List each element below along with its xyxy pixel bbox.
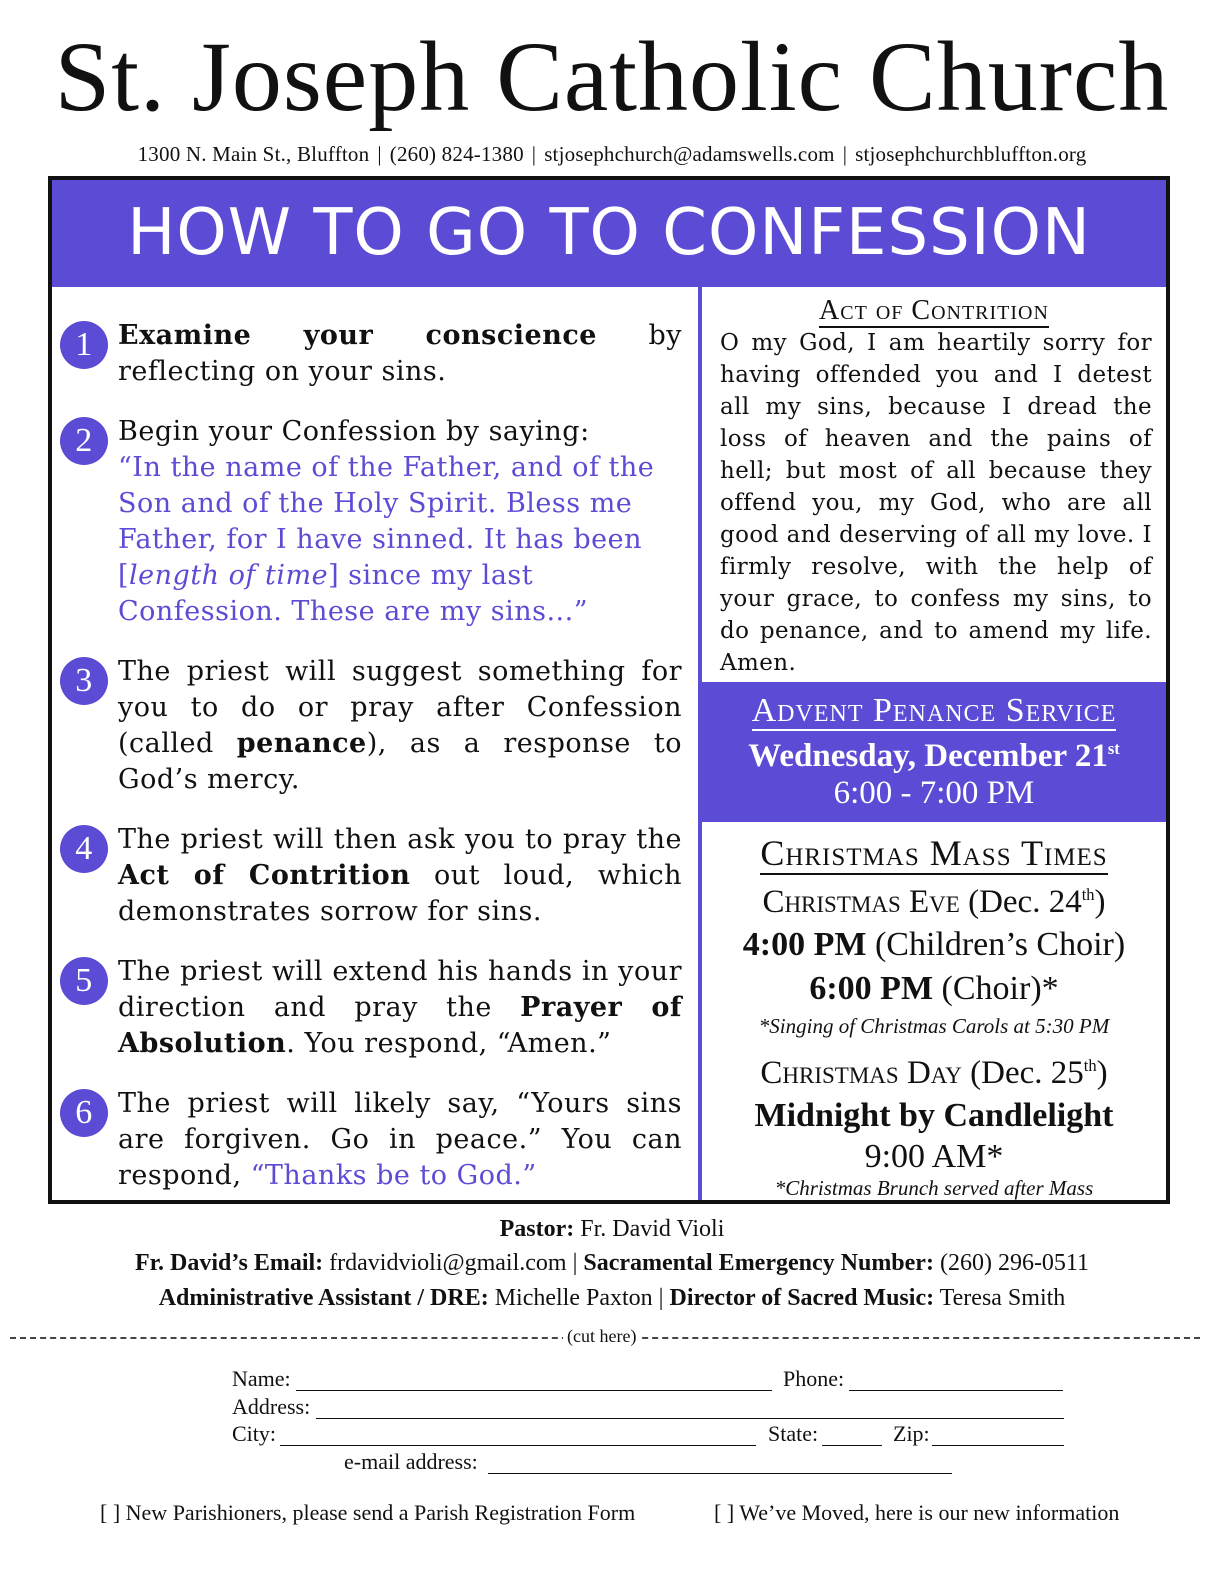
step-2 [60, 414, 682, 630]
day-close: ) [1096, 1055, 1108, 1091]
eve-label: Christmas Eve [762, 884, 960, 920]
advent-box [702, 682, 1166, 822]
step-number: 2 [60, 417, 108, 465]
mass-note: (Children’s Choir) [866, 926, 1126, 963]
contact-line: 1300 N. Main St., Bluffton | (260) 824-1380 | stjosephchurch@adamswells.com | stjosephchurchbluffton.org [137, 142, 1087, 166]
act-text: O my God, I am heartily sorry for having offended you and I detest all my sins, because I dread the loss of heaven and the pains of hell; but most of all because they offend you, my God, who are all good and deserving of all my love. I firmly resolve, with the help of your grace, to confess my sins, to do penance, and to amend my life. Amen. [720, 330, 1152, 676]
christmas-eve [702, 874, 1166, 923]
steps-list [60, 318, 682, 1218]
step-quote [118, 452, 654, 627]
right-column [702, 287, 1166, 1200]
address-label: Address: [232, 1394, 311, 1419]
christmas-title [702, 832, 1166, 874]
eve-time-2 [702, 967, 1166, 1011]
emergency-number: (260) 296-0511 [933, 1250, 1090, 1276]
step-bold: Examine your conscience [118, 320, 597, 351]
address-field[interactable] [316, 1418, 1064, 1419]
step-text: by reflecting on your sins. [118, 320, 682, 387]
name-label: Name: [232, 1366, 291, 1391]
pastor-name: Fr. David Violi [574, 1216, 725, 1242]
step-6 [60, 1086, 682, 1194]
church-email[interactable]: stjosephchurch@adamswells.com [544, 142, 835, 166]
step-number: 6 [60, 1089, 108, 1137]
state-field[interactable] [822, 1445, 882, 1446]
advent-date [702, 730, 1166, 775]
step-bold: penance [236, 728, 367, 759]
zip-field[interactable] [932, 1445, 1064, 1446]
day-time-1: Midnight by Candlelight [754, 1097, 1114, 1134]
act-title [702, 295, 1166, 327]
day-time-2: 9:00 AM* [864, 1138, 1004, 1175]
music-name: Teresa Smith [934, 1285, 1066, 1311]
advent-date-text: Wednesday, December 21 [748, 738, 1108, 774]
date-suffix: th [1081, 885, 1095, 904]
step-text: . You respond, “Amen.” [286, 1028, 612, 1059]
zip-label: Zip: [893, 1421, 930, 1446]
confession-panel [48, 176, 1170, 1204]
step-quote: “Thanks be to God.” [250, 1160, 537, 1191]
day-footnote: *Christmas Brunch served after Mass [774, 1176, 1094, 1200]
pastor-email[interactable]: frdavidvioli@gmail.com [323, 1250, 567, 1276]
step-bold: Act of Contrition [118, 860, 411, 891]
pastor-label: Pastor: [499, 1216, 575, 1242]
mass-time: 6:00 PM [809, 970, 934, 1007]
step-3 [60, 654, 682, 798]
step-text: The priest will then ask you to pray the [118, 824, 682, 855]
email-label: Fr. David’s Email: [134, 1250, 324, 1276]
email-label: e-mail address: [344, 1449, 478, 1474]
city-label: City: [232, 1421, 277, 1446]
church-phone: (260) 824-1380 [389, 142, 524, 166]
mass-time: 4:00 PM [742, 926, 867, 963]
step-bold: Prayer of Absolution [118, 992, 682, 1059]
date-suffix: th [1083, 1056, 1097, 1075]
moved-checkbox[interactable]: [ ] We’ve Moved, here is our new information [714, 1500, 1120, 1525]
emergency-label: Sacramental Emergency Number: [583, 1250, 934, 1276]
new-parishioner-checkbox[interactable]: [ ] New Parishioners, please send a Parish Registration Form [100, 1500, 636, 1525]
step-number: 5 [60, 957, 108, 1005]
cut-line [10, 1328, 1200, 1348]
step-number: 4 [60, 825, 108, 873]
date-suffix: st [1107, 739, 1120, 758]
step-text: Begin your Confession by saying: [118, 416, 590, 447]
advent-title [702, 692, 1166, 730]
music-label: Director of Sacred Music: [669, 1285, 935, 1311]
eve-footnote: *Singing of Christmas Carols at 5:30 PM [758, 1014, 1110, 1038]
church-website[interactable]: stjosephchurchbluffton.org [855, 142, 1087, 166]
staff-line: Administrative Assistant / DRE: Michelle Paxton | Director of Sacred Music: Teresa Smith [158, 1285, 1066, 1311]
church-title: St. Joseph Catholic Church [54, 21, 1170, 132]
eve-close: ) [1094, 884, 1106, 920]
church-address: 1300 N. Main St., Bluffton [137, 142, 370, 166]
step-1 [60, 318, 682, 390]
step-text: out loud, which demonstrates sorrow for sins. [118, 860, 682, 927]
step-number: 3 [60, 657, 108, 705]
confession-banner: HOW TO GO TO CONFESSION [52, 180, 1166, 287]
step-number: 1 [60, 321, 108, 369]
email-line: Fr. David’s Email: frdavidvioli@gmail.com | Sacramental Emergency Number: (260) 296-0511 [134, 1250, 1090, 1276]
step-4 [60, 822, 682, 930]
quote-part: “In the name of the Father, and of the Son and of the Holy Spirit. Bless me Father, for I have sinned. It has been [ [118, 452, 655, 591]
act-title-text: Act of Contrition [819, 295, 1049, 326]
advent-title-text: Advent Penance Service [751, 692, 1117, 729]
quote-part: ] since my last Confession. These are my sins...” [118, 560, 589, 627]
email-field[interactable] [488, 1473, 952, 1474]
quote-italic: length of time [129, 560, 329, 591]
eve-time-1 [702, 923, 1166, 967]
eve-date: (Dec. 24 [959, 884, 1082, 920]
step-text: The priest will suggest something for you to do or pray after Confession (called [118, 656, 682, 759]
mass-note: (Choir)* [933, 970, 1059, 1007]
step-text: ), as a response to God’s mercy. [118, 728, 683, 795]
advent-time: 6:00 - 7:00 PM [833, 775, 1035, 811]
step-text: The priest will extend his hands in your direction and pray the [118, 956, 682, 1023]
day-date: (Dec. 25 [961, 1055, 1084, 1091]
name-field[interactable] [296, 1390, 772, 1391]
step-5 [60, 954, 682, 1062]
admin-label: Administrative Assistant / DRE: [158, 1285, 489, 1311]
christmas-day [702, 1045, 1166, 1094]
christmas-mass [702, 832, 1166, 1200]
city-field[interactable] [280, 1445, 756, 1446]
pastor-line [0, 1216, 1224, 1243]
phone-field[interactable] [849, 1390, 1063, 1391]
state-label: State: [768, 1421, 819, 1446]
day-label: Christmas Day [760, 1055, 962, 1091]
admin-name: Michelle Paxton [488, 1285, 653, 1311]
step-text: The priest will likely say, “Yours sins are forgiven. Go in peace.” You can respond, [118, 1088, 682, 1191]
phone-label: Phone: [783, 1366, 845, 1391]
cut-label: (cut here) [563, 1326, 640, 1347]
christmas-title-text: Christmas Mass Times [760, 833, 1108, 873]
